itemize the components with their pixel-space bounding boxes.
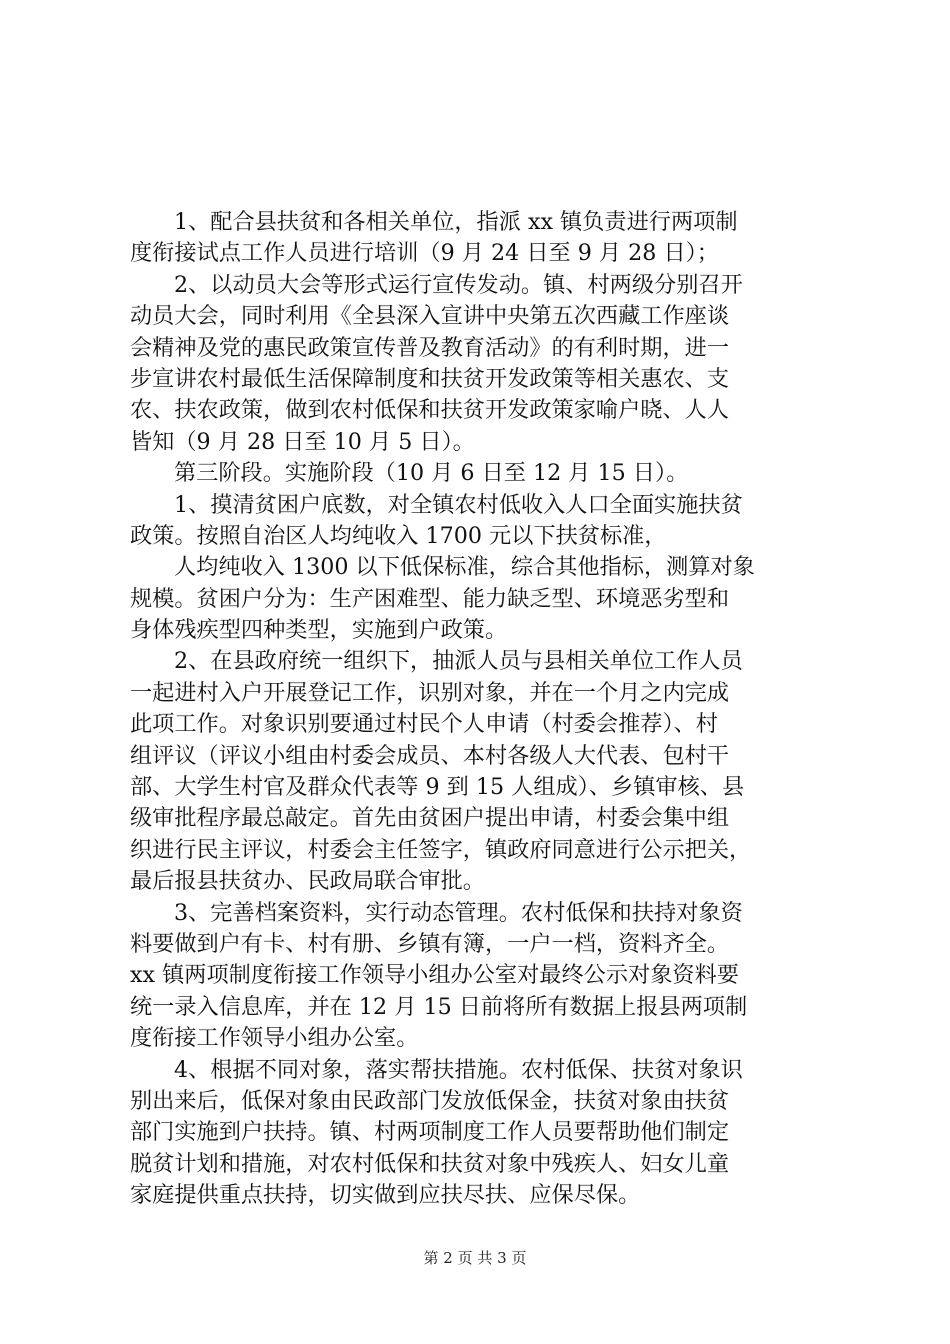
text-line: 会精神及党的惠民政策宣传普及教育活动》的有利时期，进一 [130, 334, 730, 361]
text-line: 别出来后，低保对象由民政部门发放低保金，扶贫对象由扶贫 [130, 1087, 730, 1114]
text-line: 此项工作。对象识别要通过村民个人申请（村委会推荐）、村 [130, 711, 718, 738]
text-line: 动员大会，同时利用《全县深入宣讲中央第五次西藏工作座谈 [130, 303, 730, 330]
text-line: 部、大学生村官及群众代表等 9 到 15 人组成）、乡镇审核、县 [130, 774, 745, 801]
text-line: 3、完善档案资料，实行动态管理。农村低保和扶持对象资 [174, 899, 743, 926]
text-line: 部门实施到户扶持。镇、村两项制度工作人员要帮助他们制定 [130, 1119, 730, 1146]
text-line: 度衔接工作领导小组办公室。 [130, 1025, 419, 1052]
text-line: 1、摸清贫困户底数，对全镇农村低收入人口全面实施扶贫 [174, 491, 743, 518]
text-line: 2、以动员大会等形式运行宣传发动。镇、村两级分别召开 [174, 271, 743, 298]
text-line: xx 镇两项制度衔接工作领导小组办公室对最终公示对象资料要 [130, 962, 739, 989]
text-line: 人均纯收入 1300 以下低保标准，综合其他指标，测算对象 [174, 554, 755, 581]
text-line: 统一录入信息库，并在 12 月 15 日前将所有数据上报县两项制 [130, 993, 748, 1020]
text-line: 规模。贫困户分为：生产困难型、能力缺乏型、环境恶劣型和 [130, 585, 730, 612]
text-line: 4、根据不同对象，落实帮扶措施。农村低保、扶贫对象识 [174, 1056, 743, 1083]
text-line: 政策。按照自治区人均纯收入 1700 元以下扶贫标准， [130, 522, 667, 549]
section-heading: 第三阶段。实施阶段（10 月 6 日至 12 月 15 日）。 [174, 460, 689, 487]
text-line: 最后报县扶贫办、民政局联合审批。 [130, 868, 485, 895]
text-line: 脱贫计划和措施，对农村低保和扶贫对象中残疾人、妇女儿童 [130, 1150, 730, 1177]
body-text [130, 207, 831, 1212]
text-line: 组评议（评议小组由村委会成员、本村各级人大代表、包村干 [130, 742, 730, 769]
text-line: 一起进村入户开展登记工作，识别对象，并在一个月之内完成 [130, 679, 730, 706]
text-line: 2、在县政府统一组织下，抽派人员与县相关单位工作人员 [174, 648, 743, 675]
text-line: 度衔接试点工作人员进行培训（9 月 24 日至 9 月 28 日）； [130, 240, 719, 267]
text-line: 家庭提供重点扶持，切实做到应扶尽扶、应保尽保。 [130, 1182, 641, 1209]
text-line: 农、扶农政策，做到农村低保和扶贫开发政策家喻户晓、人人 [130, 397, 730, 424]
page-number-footer: 第 2 页 共 3 页 [423, 1249, 527, 1267]
text-line: 皆知（9 月 28 日至 10 月 5 日）。 [130, 428, 475, 455]
text-line: 料要做到户有卡、村有册、乡镇有簿，一户一档，资料齐全。 [130, 930, 730, 957]
text-line: 步宣讲农村最低生活保障制度和扶贫开发政策等相关惠农、支 [130, 365, 730, 392]
text-line: 1、配合县扶贫和各相关单位，指派 xx 镇负责进行两项制 [174, 209, 738, 235]
text-line: 级审批程序最总敲定。首先由贫困户提出申请，村委会集中组 [130, 805, 730, 832]
text-line: 身体残疾型四种类型，实施到户政策。 [130, 617, 508, 644]
text-line: 织进行民主评议，村委会主任签字，镇政府同意进行公示把关， [130, 836, 752, 863]
